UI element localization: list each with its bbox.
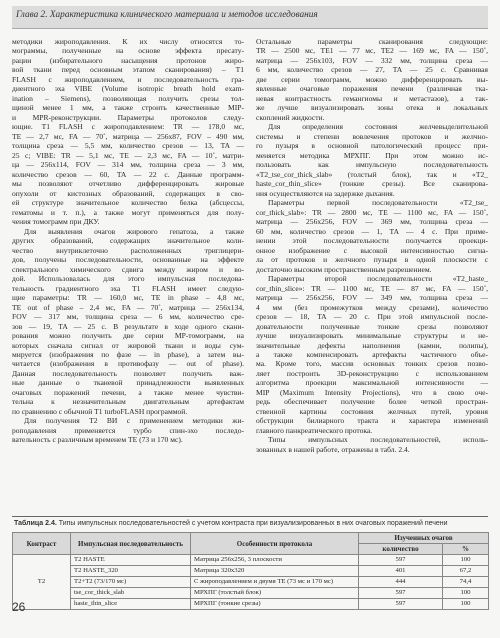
text-line: «T2_tse_cor_thick_slab» (толстый блок), так и «T2_ <box>256 169 488 179</box>
text-line: системы и степени вовлечения протоков и желчно- <box>256 131 488 141</box>
text-line: опухоли от кистозных образований, содержащих в сво- <box>12 188 244 198</box>
running-title: Глава 2. Характеристика клинического материала и методов исследования <box>16 10 318 20</box>
text-line: Остальные параметры сканирования следующие: <box>256 37 488 46</box>
text-line: ца — 256х114, FOV — 314 мм, толщина среза — 3 мм, <box>12 160 244 170</box>
text-line: же лучше визуализировать зоны отека и локальных <box>256 103 488 113</box>
text-line: рации (избирательного насыщения протонов жиро- <box>12 55 244 65</box>
text-line: дой. Использовалась для этого импульсная последова- <box>12 274 244 284</box>
text-line: 25 с; VIBE: TR — 5,1 мс, TE — 2,3 мс, FA — 10˚, матри- <box>12 150 244 160</box>
cell-features: Матрица 320х320 <box>191 566 359 577</box>
text-line: зованных в нашей работе, отражены в табл. 2.4. <box>256 444 410 454</box>
table-row <box>13 588 489 599</box>
text-line: ей структуре значительное количество белка (абсцессы, <box>12 198 244 208</box>
text-line: cor_thin_slice»: TR — 1100 мс, TE — 87 мс, FA — 150˚, <box>256 283 488 293</box>
cell-sequence: T2 HASTE_320 <box>71 566 191 577</box>
table-row <box>13 577 489 588</box>
text-line: вательность с различным временем TE (73 и 170 мс). <box>12 435 183 445</box>
text-line: вой ткани перед основным этапом сканирования) – T1 <box>12 65 244 75</box>
cell-contrast-group: T2 <box>13 555 71 610</box>
text-line: ющие. T1 FLASH с жироподавлением: TR — 178,0 мс, <box>12 122 244 132</box>
text-line: ма. Кроме того, массив основных тонких срезов позво- <box>256 359 488 369</box>
text-line: Для определения состояния желчевыделительной <box>268 122 488 132</box>
header-contrast: Контраст <box>13 533 71 555</box>
cell-count: 597 <box>359 555 443 566</box>
text-line: cor_thick_slab»: TR — 2800 мс, TE — 1100 мс, FA — 150˚, <box>256 207 488 217</box>
text-line: скоплений жидкости. <box>256 112 325 122</box>
cell-sequence: T2+T2 (73/170 мс) <box>71 577 191 588</box>
cell-percent: 100 <box>443 588 489 599</box>
text-line: читается (изображения в противофазу — out of phase). <box>12 359 244 369</box>
text-line: очаговых поражений печени, а также менее чувстви- <box>12 387 244 397</box>
table-row <box>13 555 489 566</box>
text-line: Параметры второй последовательности «T2_haste_ <box>268 274 488 284</box>
text-line: количество срезов — 60, TA — 22 с. Данные программ- <box>12 169 244 179</box>
text-line: редь обеспечивает получение более четкой простран- <box>256 397 488 407</box>
text-line: алгоритма проекции максимальной интенсивности — <box>256 378 488 388</box>
cell-sequence: T2 HASTE <box>71 555 191 566</box>
text-line: тельность градиентного эха T1 FLASH имеет следую- <box>12 283 244 293</box>
text-line: 60 мм, количество срезов — 1, TA — 4 с. При приме- <box>256 226 488 236</box>
header-lesions: Изученных очагов <box>359 533 489 544</box>
text-line: Для получения T2 ВИ с применением методики жи- <box>24 416 244 426</box>
text-line: 4 мм (без промежутков между срезами), количество <box>256 302 488 312</box>
text-line: главного панкреатического протока. <box>256 425 373 435</box>
text-line: тельна к незначительным двигательным артефактам <box>12 397 244 407</box>
text-line: ination – Siemens), позволяющая получить срезы тол- <box>12 93 244 103</box>
text-line: роподавления применяется турбо спин-эхо последо- <box>12 425 244 435</box>
header-percent: % <box>443 544 489 555</box>
text-line: других образований, содержащих значительное коли- <box>12 236 244 246</box>
cell-count: 444 <box>359 577 443 588</box>
text-line: толщина среза — 5,5 мм, количество срезов — 13, TA — <box>12 141 244 151</box>
text-line: haste_cor_thin_slice» (тонкие срезы). Все сканирова- <box>256 179 488 189</box>
cell-count: 597 <box>359 599 443 610</box>
cell-percent: 100 <box>443 599 489 610</box>
text-line: щие параметры: TR — 160,0 мс, TE in phase – 4,8 мс, <box>12 293 244 303</box>
text-line: мы позволяют отчетливо дифференцировать жировые <box>12 179 244 189</box>
text-line: которых сначала сигнал от жировой ткани и воды сум- <box>12 340 244 350</box>
table-caption <box>12 516 488 532</box>
text-line: ния осуществляются на задержке дыхания. <box>256 188 395 198</box>
text-column-right <box>256 37 488 454</box>
text-line: срезов — 18, TA — 20 с. При этой импульсной после- <box>256 312 488 322</box>
table-2-4 <box>12 516 488 610</box>
text-line: значительные дефекты наполнения (камни, полипы), <box>256 340 488 350</box>
text-line: ляет построить 3D-реконструкцию с использованием <box>256 368 488 378</box>
text-line: мируется (изображения по фазе — in phase), а затем вы- <box>12 349 244 359</box>
text-line: явленные очаговые поражения печени (различная тка- <box>256 84 488 94</box>
text-line: TE — 2,7 мс, FA — 70˚, матрица — 256х87, FOV – 490 мм, <box>12 131 244 141</box>
text-line: спектрального химического сдвига между жиром и во- <box>12 264 244 274</box>
text-line: зов — 19, TA — 25 с. В результате в ходе одного скани- <box>12 321 244 331</box>
text-line: обструкции билиарного тракта и характера изменений <box>256 416 488 426</box>
cell-sequence: tse_cor_thick_slab <box>71 588 191 599</box>
text-line: дов, получены последовательности, основанные на эффекте <box>12 255 244 265</box>
text-line: диентного эха VIBE (Volume isotropic breath hold exam- <box>12 84 244 94</box>
data-table <box>12 532 489 610</box>
text-line: FLASH с жироподавлением, и последовательность гра- <box>12 74 244 84</box>
table-row <box>13 566 489 577</box>
cell-percent: 74,4 <box>443 577 489 588</box>
text-line: пользовать как импульсную последовательность <box>256 160 488 170</box>
text-line: MIP (Maximum Intensity Projections), что в свою оче- <box>256 387 488 397</box>
text-line: 6 мм, количество срезов — 27, TA — 25 с. Сравнивая <box>256 65 488 75</box>
text-line: ные данные о тканевой принадлежности выявленных <box>12 378 244 388</box>
cell-features: МРХПГ (тонкие срезы) <box>191 599 359 610</box>
text-line: щиной менее 1 мм, а также строить качественные MIP- <box>12 103 244 113</box>
table-row <box>13 599 489 610</box>
text-line: мограммы, полученные на основе эффекта пресату- <box>12 46 244 56</box>
text-line: гематомы и т. п.), а также могут применяться для полу- <box>12 207 244 217</box>
text-line: чество внутриклеточно расположенных триглицери- <box>12 245 244 255</box>
text-line: матрица — 256х103, FOV — 332 мм, толщина среза — <box>256 55 488 65</box>
table-caption-text: Типы импульсных последовательностей с учетом контраста при визуализированных в них очаговых поражений печени <box>58 520 448 527</box>
cell-count: 401 <box>359 566 443 577</box>
text-line: Для выявления очагов жирового гепатоза, а также <box>24 226 244 236</box>
text-line: лучше визуализировать минимальные структуры и не- <box>256 331 488 341</box>
text-line: Данная последовательность позволяет получить важ- <box>12 368 244 378</box>
table-caption-label: Таблица 2.4. <box>14 520 57 527</box>
text-line: матрица — 256х256, FOV — 369 мм, толщина среза — <box>256 217 488 227</box>
text-line: Параметры первой последовательности «T2_tse_ <box>268 198 488 208</box>
text-line: го пузыря в основной патологический процесс при- <box>256 141 488 151</box>
text-line: чения томограмм при ДКУ. <box>12 217 100 227</box>
text-line: методики жироподавления. К их числу относятся то- <box>12 37 244 46</box>
text-line: матрица — 256х256, FOV — 349 мм, толщина среза — <box>256 293 488 303</box>
text-line: ственной картины состояния желчных путей, уровня <box>256 406 488 416</box>
text-line: ла от протоков и желчного пузыря в одной плоскости с <box>256 255 488 265</box>
text-line: достаточно высоким пространственным разрешением. <box>256 264 432 274</box>
text-line: невая контрастность гемангиомы и метастазов), а так- <box>256 93 488 103</box>
header-features: Особенности протокола <box>191 533 359 555</box>
header-sequence: Импульсная последовательность <box>71 533 191 555</box>
text-line: по сравнению с обычной T1 turboFLASH программой. <box>12 406 188 416</box>
text-line: нении этой последовательности получается проекци- <box>256 236 488 246</box>
text-line: TE out of phase – 2,4 мс, FA — 70˚, матрица — 256х134, <box>12 302 244 312</box>
text-line: Типы импульсных последовательностей, исполь- <box>268 435 488 445</box>
header-count: количество <box>359 544 443 555</box>
cell-percent: 100 <box>443 555 489 566</box>
cell-count: 597 <box>359 588 443 599</box>
cell-features: Матрица 256х256, 3 плоскости <box>191 555 359 566</box>
text-line: меняется методика МРХПГ. При этом можно ис- <box>256 150 488 160</box>
text-line: FOV — 317 мм, толщина среза — 6 мм, количество сре- <box>12 312 244 322</box>
text-column-left <box>12 37 244 445</box>
text-line: довательности полученные тонкие срезы позволяют <box>256 321 488 331</box>
cell-sequence: haste_thin_slice <box>71 599 191 610</box>
running-header <box>12 6 488 29</box>
text-line: и MPR-реконструкции. Параметры протоколов следу- <box>12 112 244 122</box>
cell-features: С жироподавлением и двумя TE (73 мс и 170 мс) <box>191 577 359 588</box>
page-number: 26 <box>12 600 26 614</box>
cell-features: МРХПГ (толстый блок) <box>191 588 359 599</box>
cell-percent: 67,2 <box>443 566 489 577</box>
text-line: рования можно получить две серии MP-томограмм, на <box>12 331 244 341</box>
text-line: две серии томограмм, можно дифференцировать вы- <box>256 74 488 84</box>
text-line: TR — 2500 мс, TE1 — 77 мс, TE2 — 169 мс, FA — 150˚, <box>256 46 488 56</box>
text-line: онное изображение с высокой интенсивностью сигна- <box>256 245 488 255</box>
text-line: а также компенсировать артефакты частичного объе- <box>256 349 488 359</box>
